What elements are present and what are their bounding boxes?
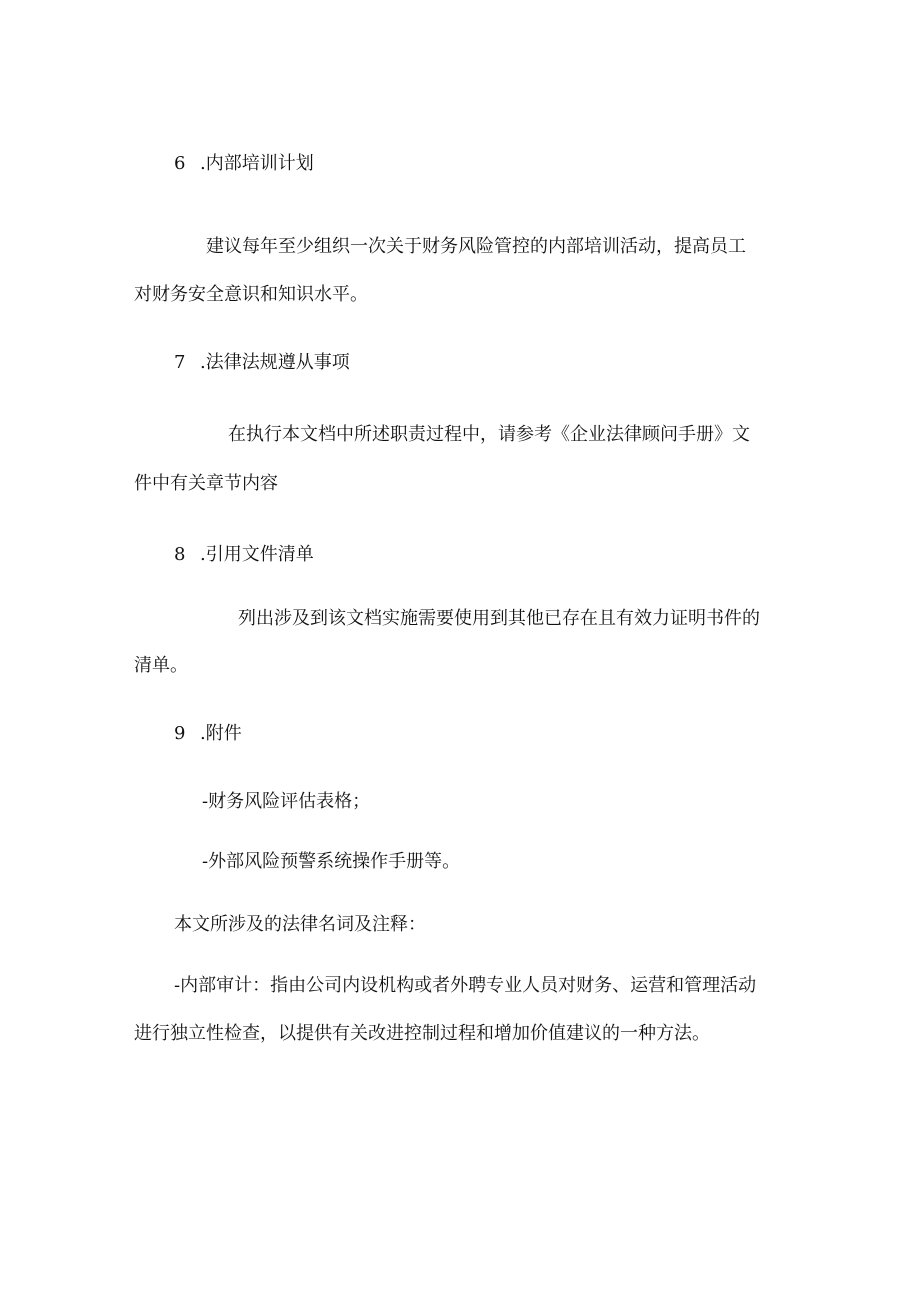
- section-8-heading: [174, 543, 314, 567]
- section-title: .法律法规遵从事项: [200, 352, 350, 373]
- glossary-heading: 本文所涉及的法律名词及注释：: [174, 914, 426, 935]
- section-number: 8: [174, 544, 186, 565]
- attachment-item: -外部风险预警系统操作手册等。: [202, 851, 461, 872]
- section-title: .内部培训计划: [200, 153, 314, 174]
- section-6-body-line-1: 建议每年至少组织一次关于财务风险管控的内部培训活动，提高员工: [206, 236, 746, 257]
- section-8-body-line-1: 列出涉及到该文档实施需要使用到其他已存在且有效力证明书件的: [238, 608, 760, 629]
- section-7-body-line-1: 在执行本文档中所述职责过程中，请参考《企业法律顾问手册》文: [228, 424, 750, 445]
- section-7-body-line-2: 件中有关章节内容: [134, 473, 278, 494]
- section-title: .引用文件清单: [200, 544, 314, 565]
- section-number: 9: [174, 723, 186, 744]
- glossary-entry-line-1: -内部审计：指由公司内设机构或者外聘专业人员对财务、运营和管理活动: [174, 975, 757, 996]
- section-title: .附件: [200, 723, 242, 744]
- attachment-item: -财务风险评估表格；: [202, 791, 371, 812]
- glossary-entry-line-2: 进行独立性检查，以提供有关改进控制过程和增加价值建议的一种方法。: [134, 1023, 710, 1044]
- section-9-heading: [174, 722, 242, 746]
- section-number: 6: [174, 153, 186, 174]
- section-6-heading: [174, 152, 314, 176]
- section-number: 7: [174, 352, 186, 373]
- section-6-body-line-2: 对财务安全意识和知识水平。: [134, 284, 368, 305]
- section-8-body-line-2: 清单。: [134, 655, 188, 676]
- section-7-heading: [174, 351, 350, 375]
